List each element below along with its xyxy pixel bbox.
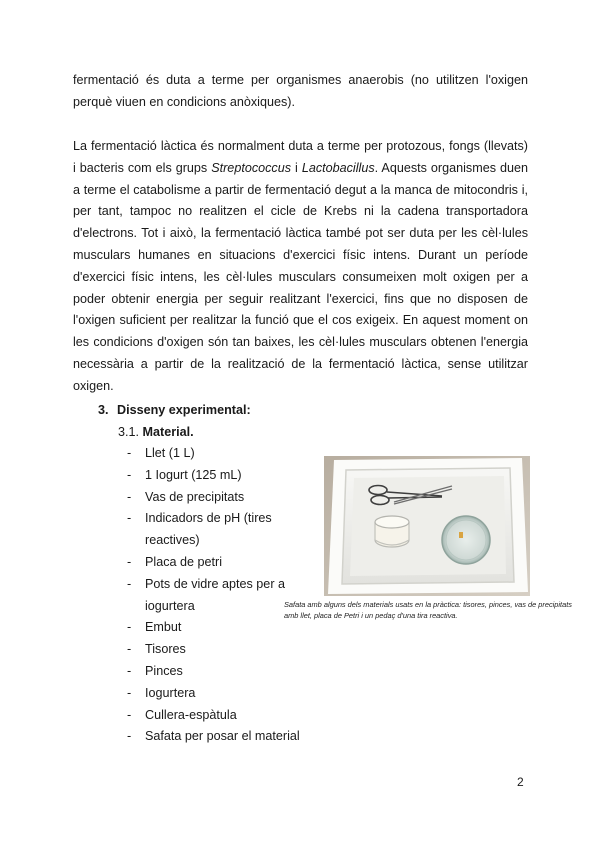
petri-dish-icon [442, 516, 490, 564]
genus-streptococcus: Streptococcus [211, 160, 292, 175]
lactic-text-part1: La fermentació làctica és normalment duta a terme per protozous, fongs (llevats) i bacteris com els grups [73, 139, 528, 175]
beaker-icon [375, 516, 409, 547]
list-item: - Llet (1 L) [127, 443, 302, 465]
figure-caption: Safata amb alguns dels materials usats en la pràctica: tisores, pinces, vas de precipitats amb llet, placa de Petri i un pedaç d'una tira reactiva. [284, 600, 572, 620]
lactic-text-part3: . Aquests organismes duen a terme el catabolisme a partir de fermentació degut a la manca de mitocondris i, per tant, tampoc no realitzen el cicle de Krebs ni la cadena transportadora d'electrons. Tot i això, la fermentació làctica també pot ser duta per les cèl·lules musculars humanes en situacions d'exercici físic intens. Durant un període d'exercici físic intens, les cèl·lules musculars consumeixen molt oxigen per a poder obtenir energia per seguir realitzant l'exercici, fins que no disposen de l'oxigen suficient per realitzar la funció que el cos exigeix. En aquest moment on les condicions d'oxigen són tan baixes, les cèl·lules musculars obtenen l'energia necessària a partir de la realització de la fermentació làctica, sense utilitzar oxigen. [73, 160, 529, 393]
subsection-number: 3.1. [118, 425, 140, 439]
genus-lactobacillus: Lactobacillus [301, 160, 375, 175]
section-number: 3. [98, 403, 109, 417]
page-number: 2 [517, 775, 524, 789]
list-item: - Iogurtera [127, 683, 302, 705]
list-item: - Indicadors de pH (tires reactives) [127, 508, 302, 552]
section-heading [98, 400, 251, 420]
subsection-heading [118, 422, 194, 442]
list-item: - Embut [127, 617, 302, 639]
section-title: Disseny experimental: [117, 403, 251, 417]
list-item: - Placa de petri [127, 552, 302, 574]
tray-photo-illustration [324, 456, 530, 596]
ph-strip-icon [459, 532, 463, 538]
list-item: - Pinces [127, 661, 302, 683]
list-item: - Vas de precipitats [127, 487, 302, 509]
list-item: - Tisores [127, 639, 302, 661]
lactic-text-part2: i [291, 160, 302, 175]
list-item: - Pots de vidre aptes per a iogurtera [127, 574, 302, 618]
intro-paragraph: fermentació és duta a terme per organismes anaerobis (no utilitzen l'oxigen perquè viuen en condicions anòxiques). [73, 73, 528, 109]
list-item: - 1 Iogurt (125 mL) [127, 465, 302, 487]
materials-list [127, 443, 302, 748]
lactic-fermentation-paragraph [73, 136, 528, 398]
list-item: - Safata per posar el material [127, 726, 302, 748]
subsection-title: Material. [142, 425, 194, 439]
list-item: - Cullera-espàtula [127, 705, 302, 727]
materials-photo [324, 456, 530, 596]
